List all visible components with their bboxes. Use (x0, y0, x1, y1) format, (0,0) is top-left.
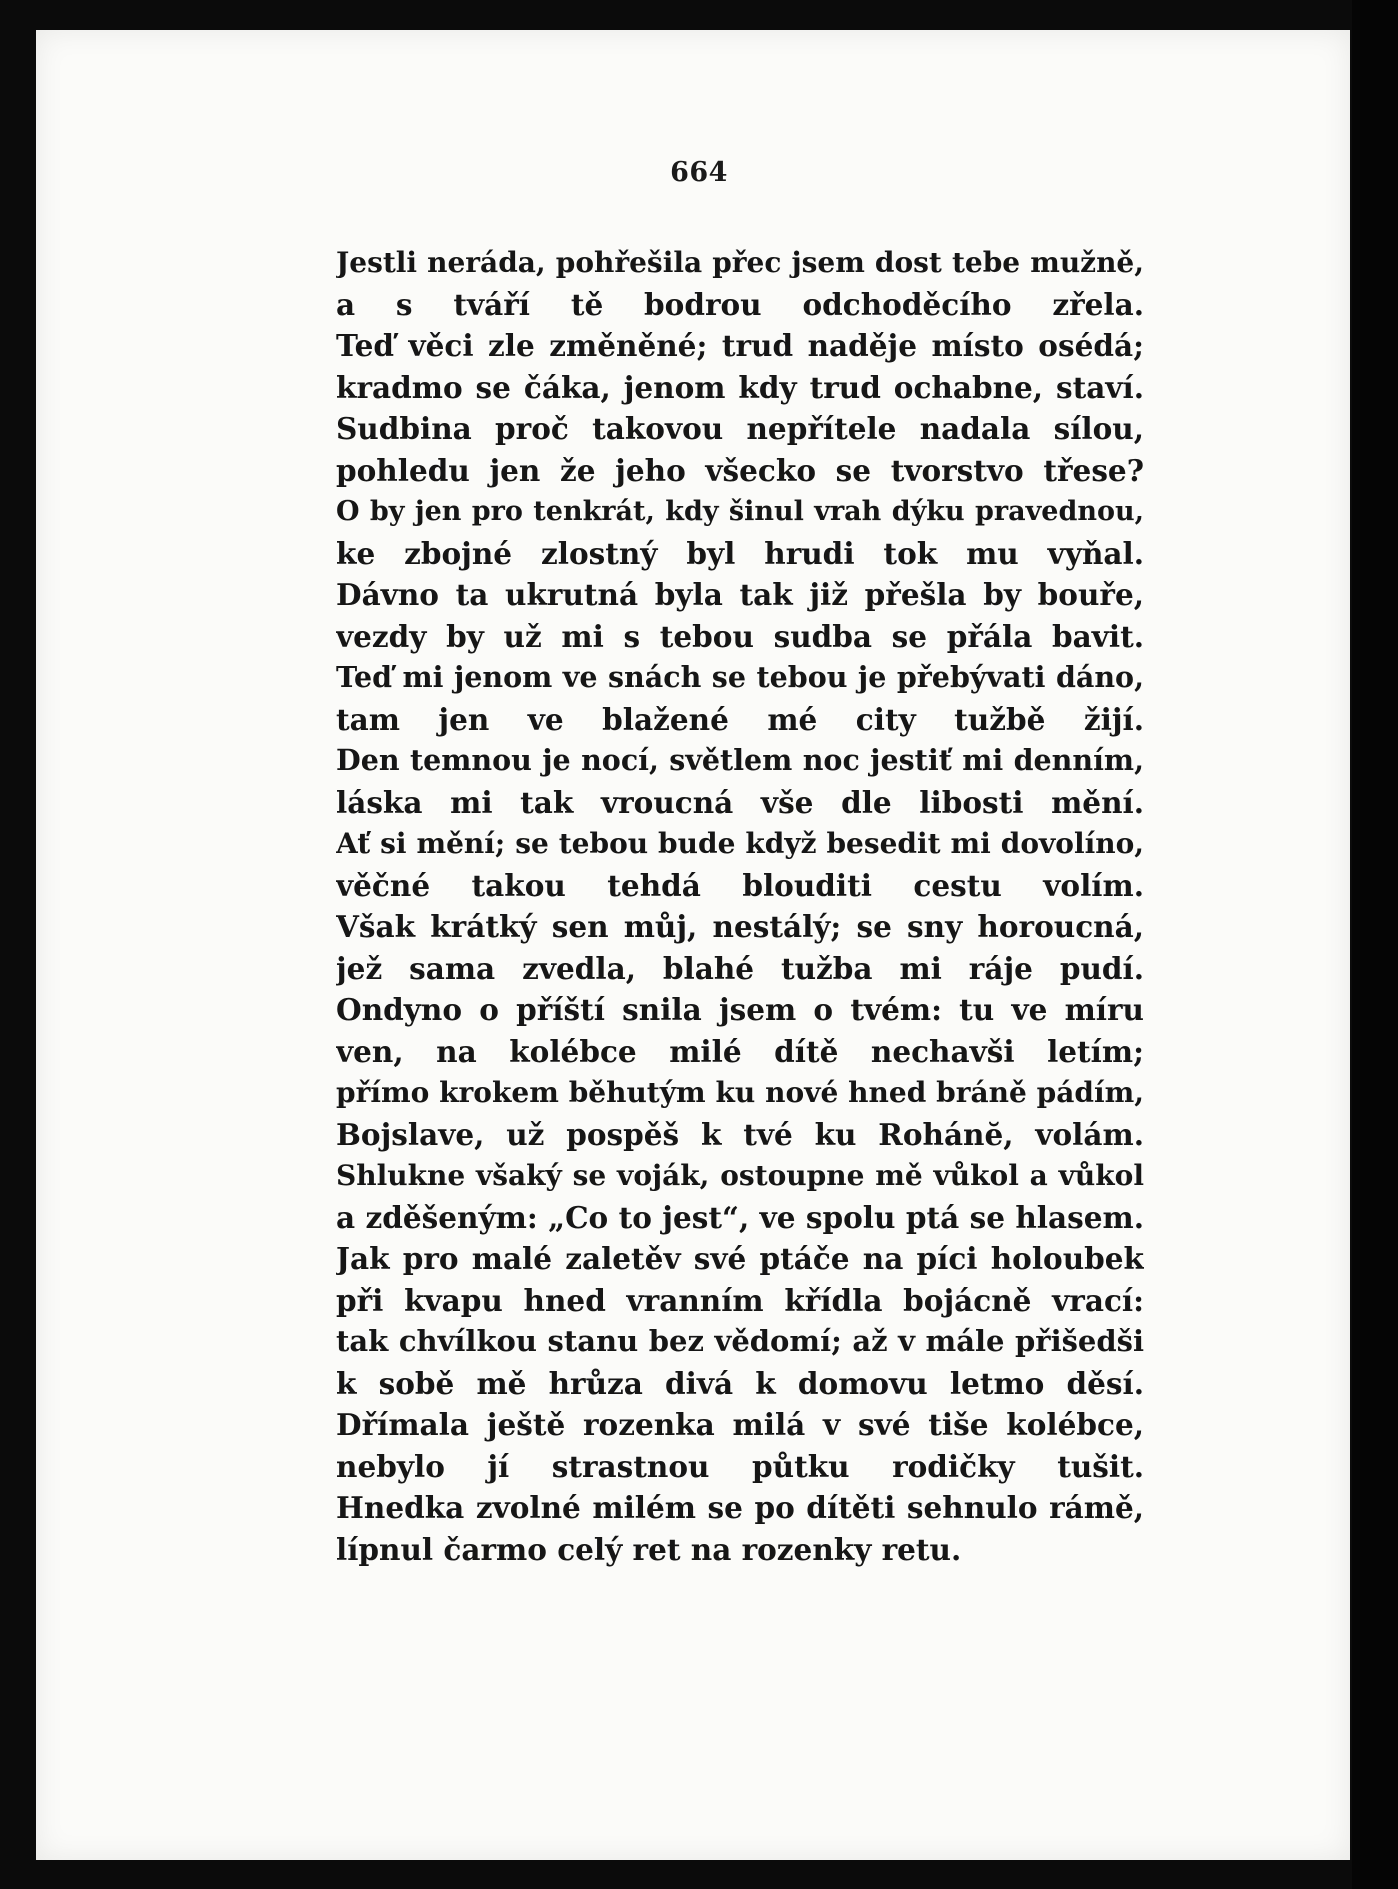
poem-line: láska mi tak vroucná vše dle libosti mění. (336, 784, 1144, 820)
poem-line: jež sama zvedla, blahé tužba mi ráje pudí. (336, 950, 1144, 986)
poem-line: ke zbojné zlostný byl hrudi tok mu vyňal. (336, 535, 1144, 571)
poem-line: tak chvílkou stanu bez vědomí; až v mále přišedši (336, 1324, 1144, 1358)
poem-line: a s tváří tě bodrou odchoděcího zřela. (336, 286, 1144, 322)
poem-line: Jestli neráda, pohřešila přec jsem dost tebe mužně, (336, 246, 1144, 279)
poem-line: Teď věci zle změněné; trud naděje místo osédá; (336, 328, 1144, 363)
poem-line: kradmo se čáka, jenom kdy trud ochabne, staví. (336, 369, 1144, 405)
poem-line: k sobě mě hrůza divá k domovu letmo děsí. (336, 1365, 1144, 1401)
poem-line: ven, na kolébce milé dítě nechavši letím; (336, 1033, 1144, 1069)
scan-edge (1352, 0, 1398, 1889)
poem-line: a zděšeným: „Co to jest“, ve spolu ptá se hlasem. (336, 1199, 1144, 1235)
poem-line: lípnul čarmo celý ret na rozenky retu. (336, 1531, 962, 1567)
poem-line: věčné takou tehdá blouditi cestu volím. (336, 867, 1144, 903)
poem-line: Teď mi jenom ve snách se tebou je přebývati dáno, (336, 660, 1144, 694)
poem-line: O by jen pro tenkrát, kdy šinul vrah dýku pravednou, (336, 496, 1144, 527)
poem-line: vezdy by už mi s tebou sudba se přála bavit. (336, 618, 1144, 654)
poem-text (336, 242, 1144, 1570)
poem-line: Dávno ta ukrutná byla tak již přešla by bouře, (336, 577, 1144, 612)
poem-line: Dřímala ještě rozenka milá v své tiše kolébce, (336, 1407, 1144, 1442)
poem-line: přímo krokem běhutým ku nové hned bráně pádím, (336, 1076, 1144, 1109)
poem-line: při kvapu hned vranním křídla bojácně vrací: (336, 1282, 1144, 1318)
poem-line: Jak pro malé zaletěv své ptáče na píci holoubek (336, 1241, 1144, 1276)
poem-line: pohledu jen že jeho všecko se tvorstvo třese? (336, 452, 1144, 488)
poem-line: Ať si mění; se tebou bude když besedit mi dovolíno, (336, 827, 1144, 860)
poem-line: Den temnou je nocí, světlem noc jestiť mi denním, (336, 743, 1144, 777)
poem-line: Bojslave, už pospěš k tvé ku Rohánĕ, volám. (336, 1116, 1144, 1152)
poem-line: Shlukne všaký se voják, ostoupne mě vůkol a vůkol (336, 1159, 1144, 1192)
poem-line: Ondyno o příští snila jsem o tvém: tu ve míru (336, 992, 1144, 1027)
poem-line: tam jen ve blažené mé city tužbě žijí. (336, 701, 1144, 737)
poem-line: Hnedka zvolné milém se po dítěti sehnulo rámě, (336, 1490, 1144, 1525)
poem-line: Však krátký sen můj, nestálý; se sny horoucná, (336, 909, 1144, 944)
poem-line: Sudbina proč takovou nepřítele nadala sílou, (336, 411, 1144, 446)
poem-line: nebylo jí strastnou půtku rodičky tušit. (336, 1448, 1144, 1484)
page-number: 664 (670, 157, 728, 188)
